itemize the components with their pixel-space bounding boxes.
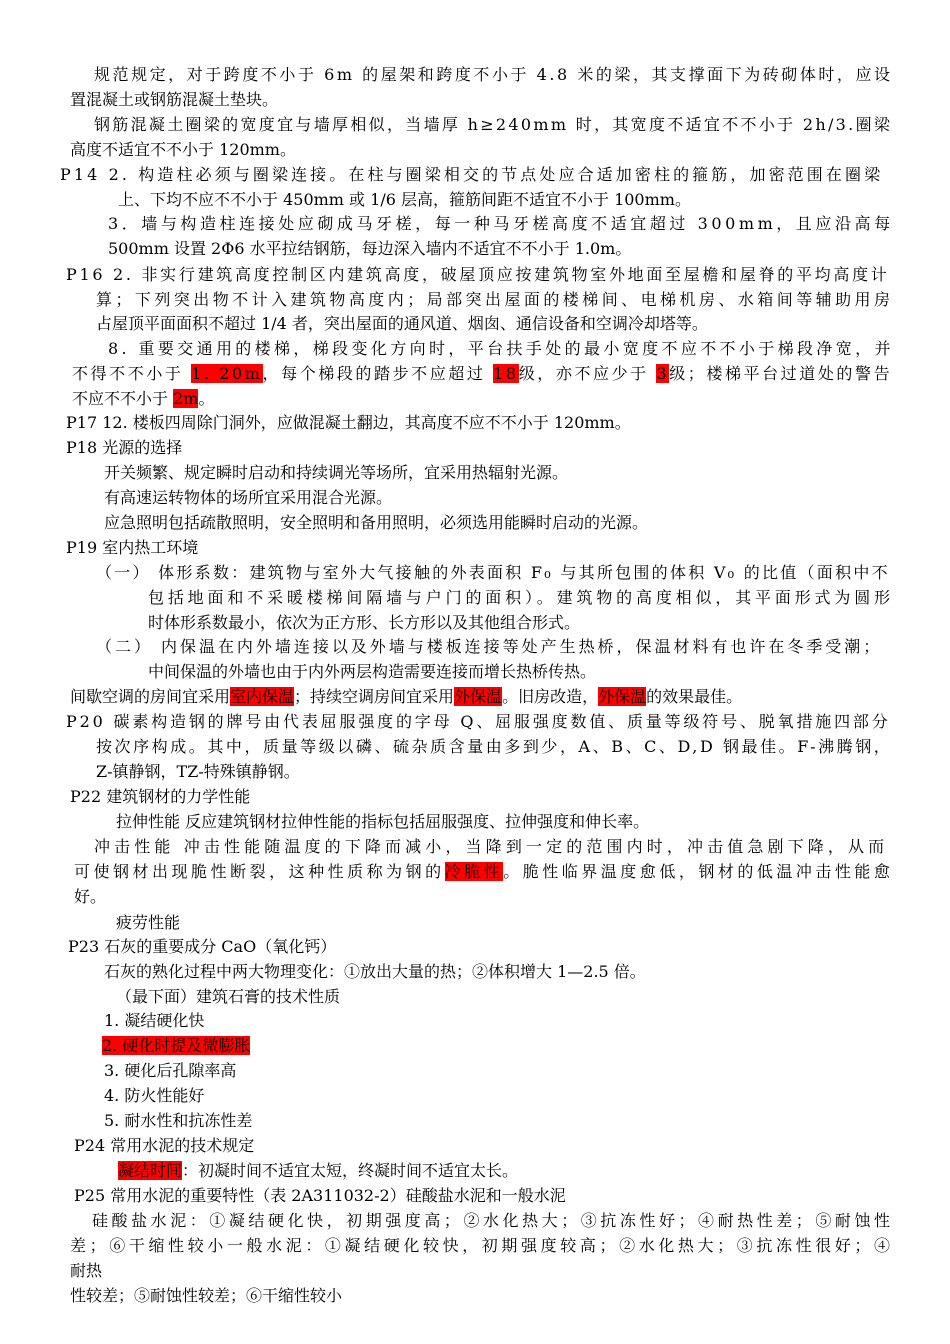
text-run: 5. 耐水性和抗冻性差: [104, 1111, 253, 1130]
text-line: [72, 363, 892, 387]
text-line: [66, 711, 891, 735]
text-line: [104, 1110, 252, 1134]
text-run: 石灰的熟化过程中两大物理变化：①放出大量的热；②体积增大 1—2.5 倍。: [104, 962, 646, 981]
text-run: 冲击性能 冲击性能随温度的下降而减小，当降到一定的范围内时，冲击值急剧下降，从而: [94, 837, 889, 856]
text-run: 疲劳性能: [116, 913, 181, 932]
highlighted-text: 凝结时间: [118, 1161, 183, 1180]
text-line: [104, 512, 648, 536]
highlighted-text: 1. 20m: [191, 364, 263, 383]
text-run: 上、下均不应不不小于 450mm 或 1/6 层高，箍筋间距不适宜不小于 100mm。: [118, 190, 691, 209]
text-run: 应急照明包括疏散照明，安全照明和备用照明，必须选用能瞬时启动的光源。: [104, 513, 649, 532]
text-line: [94, 64, 893, 88]
text-line: [94, 114, 892, 138]
text-line: [96, 313, 708, 337]
text-line: [104, 1085, 204, 1109]
text-run: P14 2. 构造柱必须与圈梁连接。在柱与圈梁相交的节点处应合适加密柱的箍筋，加密范围在圈梁: [60, 165, 884, 184]
text-run: 级；楼梯平台过道处的警告: [669, 364, 893, 383]
text-line: [148, 587, 894, 611]
text-line: [70, 686, 742, 710]
text-run: 。脆性临界温度愈低，钢材的低温冲击性能愈: [503, 862, 894, 881]
text-run: 3．墙与构造柱连接处应砌成马牙槎，每一种马牙槎高度不适宜超过 300mm，且应沿高每: [108, 214, 894, 233]
text-run: 钢筋混凝土圈梁的宽度宜与墙厚相似，当墙厚 h≥240mm 时，其宽度不适宜不不小于 2h/3.圈梁: [94, 115, 893, 134]
text-run: 差；⑥干缩性较小一般水泥：①凝结硬化较快，初期强度较高；②水化热大；③抗冻性很好；④: [70, 1236, 894, 1255]
text-line: [68, 936, 336, 960]
text-line: [74, 861, 893, 885]
text-line: [104, 462, 568, 486]
text-run: 高度不适宜不不小于 120mm。: [70, 140, 296, 159]
highlighted-text: 室内保温: [230, 687, 295, 706]
text-run: 拉伸性能 反应建筑钢材拉伸性能的指标包括屈服强度、拉伸强度和伸长率。: [116, 812, 650, 831]
text-run: 3. 硬化后孔隙率高: [104, 1061, 237, 1080]
text-run: ；持续空调房间宜采用: [294, 687, 455, 706]
text-line: [104, 1010, 204, 1034]
text-run: 有高速运转物体的场所宜采用混合光源。: [104, 488, 393, 507]
text-run: （最下面）建筑石膏的技术性质: [116, 987, 341, 1006]
text-line: [66, 264, 889, 288]
text-line: [108, 338, 894, 362]
text-line: [70, 89, 278, 113]
text-run: 8. 重要交通用的楼梯，梯段变化方向时，平台扶手处的最小宽度不应不不小于梯段净宽，并: [108, 339, 894, 358]
text-run: 性较差；⑤耐蚀性较差；⑥干缩性较小: [70, 1286, 343, 1305]
text-line: [70, 139, 296, 163]
highlighted-text: 3: [656, 364, 670, 383]
text-line: [148, 612, 580, 636]
text-run: P20 碳素构造钢的牌号由代表屈服强度的字母 Q、屈服强度数值、质量等级符号、脱氧措施四部分: [66, 712, 891, 731]
text-line: [70, 1235, 894, 1259]
text-run: P18 光源的选择: [66, 438, 183, 457]
text-line: [94, 836, 888, 860]
text-line: [108, 213, 894, 237]
text-line: [70, 786, 250, 810]
text-line: [96, 562, 890, 586]
text-run: 。: [198, 389, 215, 408]
text-run: 。旧房改造，: [502, 687, 599, 706]
text-run: P22 建筑钢材的力学性能: [70, 787, 251, 806]
text-run: 算；下列突出物不计入建筑物高度内；局部突出屋面的楼梯间、电梯机房、水箱间等辅助用房: [96, 290, 894, 309]
text-run: P19 室内热工环境: [66, 538, 199, 557]
text-line: [70, 1260, 102, 1284]
text-line: [92, 1210, 894, 1234]
text-line: [70, 1285, 342, 1309]
text-line: [118, 189, 691, 213]
text-line: [74, 886, 106, 910]
text-line: [74, 1135, 254, 1159]
highlighted-text: 冷脆性: [444, 862, 504, 881]
text-line: [116, 811, 649, 835]
text-line: [96, 636, 882, 660]
text-line: [108, 238, 631, 262]
text-line: [148, 661, 596, 685]
text-line: [116, 986, 340, 1010]
text-run: P24 常用水泥的技术规定: [74, 1136, 255, 1155]
text-run: ，每个梯段的踏步不应超过: [262, 364, 494, 383]
text-line: [96, 289, 893, 313]
highlighted-text: 外保温: [598, 687, 647, 706]
text-run: （二） 内保温在内外墙连接以及外墙与楼板连接等处产生热桥，保温材料有也许在冬季受潮；: [96, 637, 883, 656]
text-run: 按次序构成。其中，质量等级以磷、硫杂质含量由多到少，A、B、C、D,D 钢最佳。F-沸腾钢，: [96, 737, 893, 756]
text-run: Z-镇静钢，TZ-特殊镇静钢。: [96, 762, 300, 781]
text-run: 的效果最佳。: [646, 687, 743, 706]
text-run: 硅酸盐水泥：①凝结硬化快，初期强度高；②水化热大；③抗冻性好；④耐热性差；⑤耐蚀性: [92, 1211, 894, 1230]
text-line: [104, 487, 392, 511]
text-line: [96, 736, 892, 760]
text-line: [102, 1035, 250, 1059]
text-line: [72, 388, 214, 412]
text-run: 包括地面和不采暖楼梯间隔墙与户门的面积）。建筑物的高度相似，其平面形式为圆形: [148, 588, 894, 607]
text-run: 中间保温的外墙也由于内外两层构造需要连接而增长热桥传热。: [148, 662, 597, 681]
highlighted-text: 2. 硬化时提及微膨胀: [102, 1036, 251, 1055]
text-run: 级，亦不应少于: [518, 364, 657, 383]
text-run: 好。: [74, 887, 107, 906]
text-run: 1. 凝结硬化快: [104, 1011, 205, 1030]
text-line: [104, 961, 646, 985]
text-run: 占屋顶平面面积不超过 1/4 者，突出屋面的通风道、烟囱、通信设备和空调冷却塔等。: [96, 314, 708, 333]
text-run: 规范规定，对于跨度不小于 6m 的屋架和跨度不小于 4.8 米的梁，其支撑面下为砖砌体时，应设: [94, 65, 893, 84]
text-line: [60, 164, 883, 188]
text-line: [66, 437, 182, 461]
text-run: 时体形系数最小，依次为正方形、长方形以及其他组合形式。: [148, 613, 581, 632]
text-line: [116, 912, 180, 936]
text-run: 开关频繁、规定瞬时启动和持续调光等场所，宜采用热辐射光源。: [104, 463, 569, 482]
highlighted-text: 外保温: [454, 687, 503, 706]
text-run: 500mm 设置 2Φ6 水平拉结钢筋，每边深入墙内不适宜不不小于 1.0m。: [108, 239, 632, 258]
text-run: （一） 体形系数：建筑物与室外大气接触的外表面积 F₀ 与其所包围的体积 V₀ 的比值（面积中不: [96, 563, 890, 582]
text-line: [96, 761, 300, 785]
text-line: [66, 412, 631, 436]
text-run: 不得不不小于: [72, 364, 192, 383]
text-run: P17 12. 楼板四周除门洞外，应做混凝土翻边，其高度不应不不小于 120mm。: [66, 413, 631, 432]
text-run: P23 石灰的重要成分 CaO（氧化钙）: [68, 937, 337, 956]
text-line: [66, 537, 198, 561]
text-run: P25 常用水泥的重要特性（表 2A311032-2）硅酸盐水泥和一般水泥: [74, 1186, 566, 1205]
text-run: 间歇空调的房间宜采用: [70, 687, 231, 706]
text-line: [118, 1160, 518, 1184]
text-run: P16 2. 非实行建筑高度控制区内建筑高度，破屋顶应按建筑物室外地面至屋檐和屋脊的平均高度计: [66, 265, 890, 284]
text-line: [104, 1060, 236, 1084]
highlighted-text: 18: [493, 364, 519, 383]
text-run: ：初凝时间不适宜太短，终凝时间不适宜太长。: [182, 1161, 519, 1180]
text-run: 4. 防火性能好: [104, 1086, 205, 1105]
text-run: 置混凝土或钢筋混凝土垫块。: [70, 90, 279, 109]
text-run: 不应不不小于: [72, 389, 174, 408]
text-run: 耐热: [70, 1261, 103, 1280]
text-run: 可使钢材出现脆性断裂，这种性质称为钢的: [74, 862, 445, 881]
highlighted-text: 2m: [173, 389, 199, 408]
text-line: [74, 1185, 566, 1209]
